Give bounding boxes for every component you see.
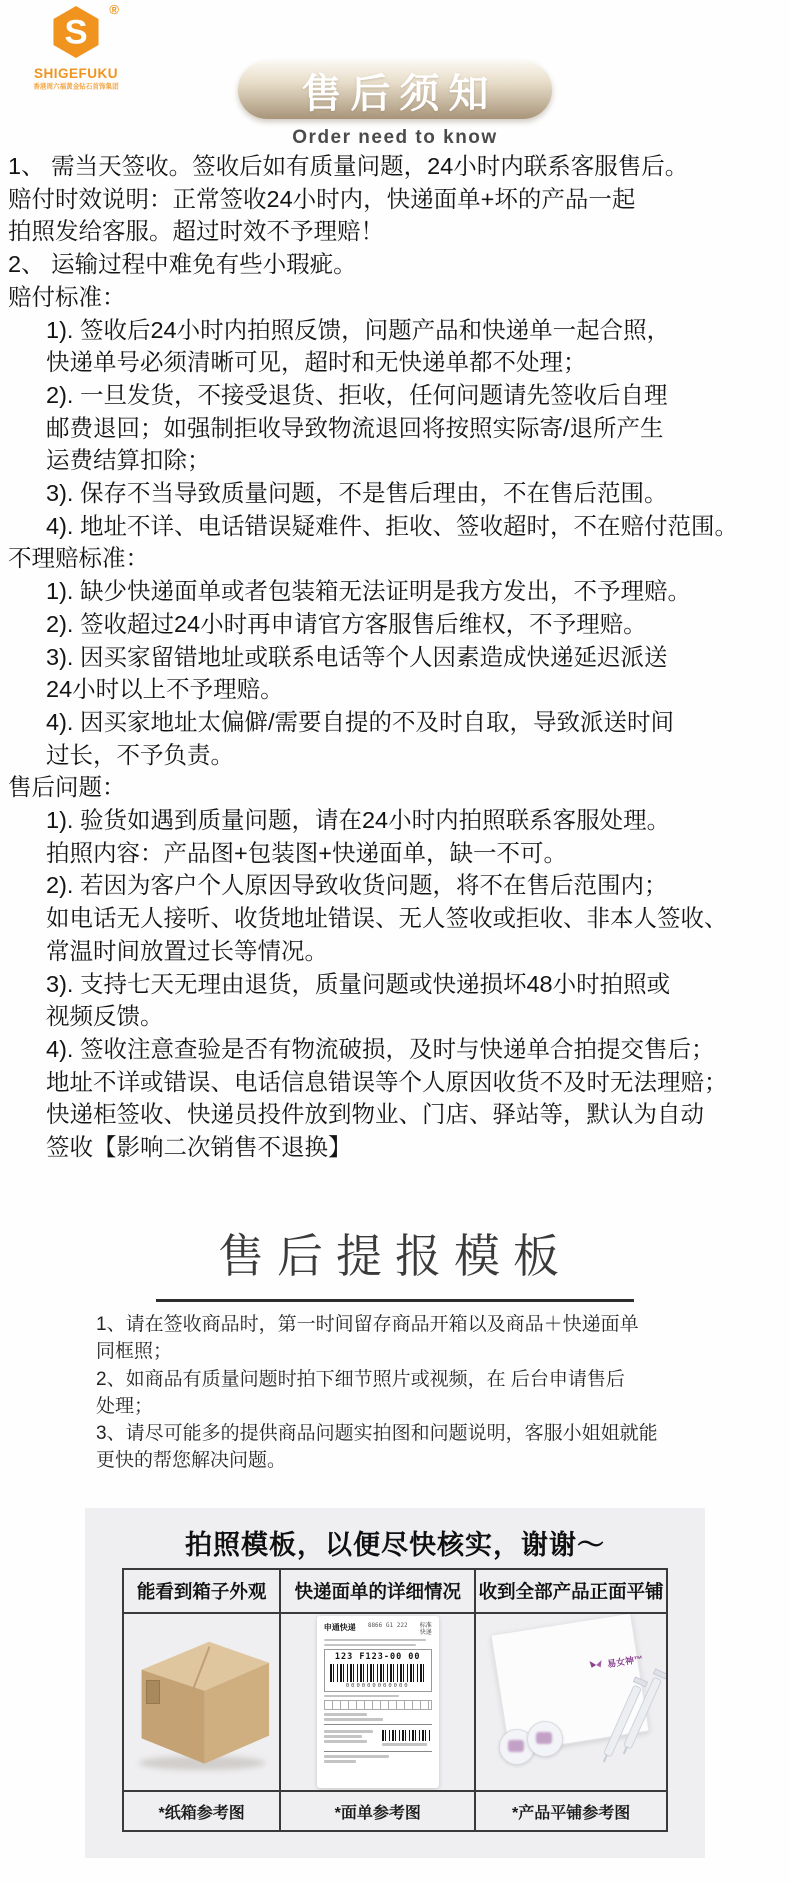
brand-hexagon-icon: [47, 2, 119, 65]
waybill-digits: 000000000000: [345, 1683, 410, 1689]
notice-line: 快递柜签收、快递员投件放到物业、门店、驿站等，默认为自动: [46, 1101, 704, 1128]
banner-pill: [238, 61, 552, 119]
notice-line: 赔付标准：: [8, 283, 126, 310]
waybill-tick-row: [324, 1700, 432, 1710]
notice-line: 签收【影响二次销售不退换】: [46, 1134, 352, 1161]
notice-line: 拍照发给客服。超过时效不予理赔！: [8, 218, 384, 245]
notice-line: 如电话无人接听、收货地址错误、无人签收或拒收、非本人签收、: [46, 905, 728, 932]
notice-line: 2、 运输过程中难免有些小瑕疵。: [8, 251, 357, 278]
svg-text:S: S: [64, 13, 88, 52]
report-template-section: [0, 1220, 790, 1302]
caption-box: *纸箱参考图: [124, 1792, 281, 1830]
box-tape: [146, 1680, 160, 1704]
jar-icon: [527, 1721, 563, 1757]
notice-line: 售后问题：: [8, 774, 126, 801]
notice-line: 过长，不予负责。: [46, 741, 234, 768]
notice-line: 3). 保存不当导致质量问题，不是售后理由，不在售后范围。: [46, 480, 668, 507]
column-header-box: 能看到箱子外观: [124, 1570, 281, 1614]
notice-line: 3). 支持七天无理由退货，质量问题或快递损坏48小时拍照或: [46, 970, 671, 997]
notice-text-block: [8, 150, 784, 1164]
report-template-title: 售后提报模板: [218, 1230, 572, 1282]
report-step-line: 2、如商品有质量问题时拍下细节照片或视频，在 后台申请售后: [96, 1368, 625, 1390]
brand-tagline: 香港周六福黄金钻石首饰集团: [33, 82, 119, 91]
notice-line: 3). 因买家留错地址或联系电话等个人因素造成快递延迟派送: [46, 643, 668, 670]
barcode-small-icon: [382, 1730, 432, 1741]
butterfly-icon: [587, 1657, 605, 1673]
notice-line: 1、 需当天签收。签收后如有质量问题，24小时内联系客服售后。: [8, 153, 689, 179]
caption-product: *产品平铺参考图: [512, 1804, 631, 1822]
report-step-line: 同框照；: [96, 1341, 173, 1363]
cell-waybill-image: [281, 1614, 476, 1792]
photo-template-panel: [85, 1508, 705, 1858]
photo-template-title: 拍照模板，以便尽快核实，谢谢～: [185, 1530, 605, 1560]
notice-line: 2). 若因为客户个人原因导致收货问题，将不在售后范围内；: [46, 872, 668, 899]
notice-line: 视频反馈。: [46, 1003, 164, 1030]
notice-line: 4). 因买家地址太偏僻/需要自提的不及时自取，导致派送时间: [46, 708, 674, 735]
cardboard-box-image: [127, 1632, 277, 1772]
report-step-line: 3、请尽可能多的提供商品问题实拍图和问题说明，客服小姐姐就能: [96, 1423, 658, 1445]
brand-name: SHIGEFUKU: [33, 66, 118, 81]
banner-subtitle: Order need to know: [292, 127, 498, 148]
cell-box-image: [124, 1614, 281, 1792]
notice-line: 1). 验货如遇到质量问题，请在24小时内拍照联系客服处理。: [46, 807, 671, 834]
notice-line: 1). 签收后24小时内拍照反馈，问题产品和快递单一起合照，: [46, 316, 671, 343]
notice-line: 地址不详或错误、电话信息错误等个人原因收货不及时无法理赔；: [46, 1068, 728, 1095]
notice-line: 赔付时效说明：正常签收24小时内，快递面单+坏的产品一起: [8, 185, 636, 212]
column-header-waybill: 快递面单的详细情况: [281, 1570, 476, 1614]
product-brand-logo: 易女神™: [587, 1651, 644, 1673]
report-step-line: 更快的帮您解决问题。: [96, 1450, 287, 1472]
waybill-service-type: 标准 快递: [419, 1622, 432, 1636]
title-underline: [156, 1299, 634, 1302]
notice-line: 4). 地址不详、电话错误疑难件、拒收、签收超时，不在赔付范围。: [46, 512, 738, 539]
registered-trademark-icon: ®: [109, 2, 119, 17]
notice-line: 拍照内容：产品图+包装图+快递面单，缺一不可。: [46, 839, 567, 866]
notice-line: 4). 签收注意查验是否有物流破损，及时与快递单合拍提交售后；: [46, 1035, 715, 1062]
notice-line: 常温时间放置过长等情况。: [46, 937, 328, 964]
product-flat-lay-image: [481, 1617, 661, 1787]
notice-line: 快递单号必须清晰可见，超时和无快递单都不处理；: [46, 349, 587, 376]
brand-logo: [16, 4, 136, 93]
cell-product-image: [476, 1614, 666, 1792]
waybill-image: [317, 1616, 439, 1788]
notice-line: 2). 签收超过24小时再申请官方客服售后维权，不予理赔。: [46, 610, 647, 637]
waybill-courier: 申通快递: [323, 1623, 356, 1632]
notice-line: 不理赔标准：: [8, 545, 149, 572]
banner-title: 售后须知: [301, 71, 498, 116]
report-step-line: 1、请在签收商品时，第一时间留存商品开箱以及商品＋快递面单: [96, 1314, 639, 1335]
report-step-line: 处理；: [96, 1395, 154, 1417]
report-steps: [96, 1311, 716, 1475]
photo-template-table: [122, 1568, 668, 1832]
waybill-code: 123 F123-00 00: [334, 1652, 421, 1662]
notice-line: 1). 缺少快递面单或者包装箱无法证明是我方发出，不予理赔。: [46, 578, 691, 605]
caption-waybill: *面单参考图: [281, 1792, 476, 1830]
barcode-icon: [330, 1664, 426, 1682]
notice-line: 邮费退回；如强制拒收导致物流退回将按照实际寄/退所产生: [46, 414, 664, 441]
notice-line: 2). 一旦发货，不接受退货、拒收，任何问题请先签收后自理: [46, 381, 668, 408]
notice-line: 运费结算扣除；: [46, 447, 211, 474]
notice-line: 24小时以上不予理赔。: [46, 676, 284, 703]
waybill-serial: 8866 G1 222: [367, 1622, 408, 1629]
column-header-product: 收到全部产品正面平铺: [476, 1570, 666, 1614]
